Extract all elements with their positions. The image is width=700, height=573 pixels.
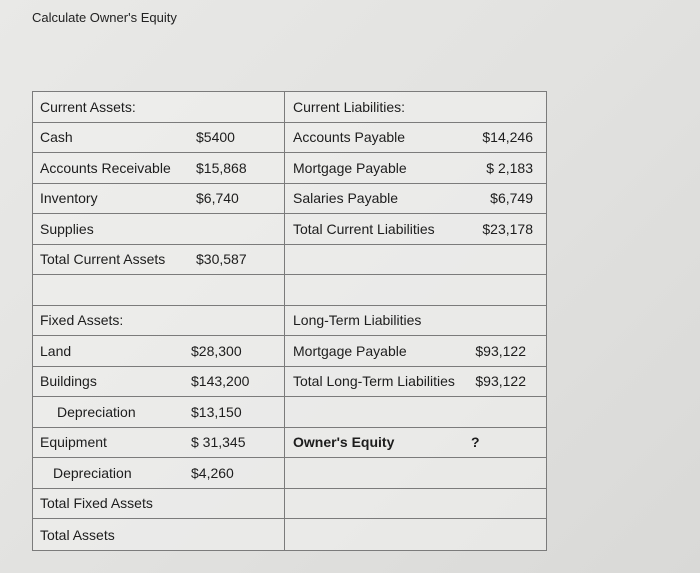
empty-cell [285,397,547,428]
balance-sheet-table [32,91,547,551]
table-row [33,427,547,458]
current-liabilities-header: Current Liabilities: [293,98,406,115]
table-row [33,244,547,275]
table-row [33,305,547,336]
salaries-payable-label: Salaries Payable [293,190,399,207]
cash-label: Cash [40,129,73,146]
current-liabilities-header-cell [285,92,547,123]
owners-equity-cell [285,427,547,458]
current-assets-header-cell [33,92,285,123]
total-current-assets-cell [33,244,285,275]
total-fixed-assets-label: Total Fixed Assets [40,495,153,512]
buildings-depreciation-value: $13,150 [191,403,242,420]
accounts-receivable-value: $15,868 [196,159,247,176]
cash-value: $5400 [196,129,235,146]
owners-equity-label: Owner's Equity [293,434,395,451]
total-current-assets-label: Total Current Assets [40,251,166,268]
equipment-depreciation-label: Depreciation [53,464,132,481]
mortgage-payable-cell [285,153,547,184]
total-current-liabilities-cell [285,214,547,245]
total-current-liabilities-label: Total Current Liabilities [293,220,435,237]
total-fixed-assets-cell [33,488,285,519]
buildings-value: $143,200 [191,373,250,390]
lt-mortgage-payable-cell [285,336,547,367]
accounts-receivable-cell [33,153,285,184]
mortgage-payable-value: $ 2,183 [486,159,533,176]
long-term-header-cell [285,305,547,336]
fixed-assets-header: Fixed Assets: [40,312,124,329]
buildings-label: Buildings [40,373,97,390]
equipment-label: Equipment [40,434,107,451]
total-assets-label: Total Assets [40,527,115,543]
table-row [33,275,547,306]
table-row [33,92,547,123]
total-long-term-value: $93,122 [475,373,526,390]
land-cell [33,336,285,367]
salaries-payable-value: $6,749 [490,190,533,207]
buildings-depreciation-label: Depreciation [57,403,136,420]
table-row [33,153,547,184]
fixed-assets-header-cell [33,305,285,336]
empty-cell [285,244,547,275]
table-row [33,214,547,245]
supplies-label: Supplies [40,220,94,237]
accounts-payable-cell [285,122,547,153]
empty-cell [285,275,547,306]
table-row [33,366,547,397]
equipment-depreciation-value: $4,260 [191,464,234,481]
total-current-liabilities-value: $23,178 [482,220,533,237]
inventory-cell [33,183,285,214]
equipment-value: $ 31,345 [191,434,246,451]
current-assets-header: Current Assets: [40,98,136,115]
empty-cell [285,458,547,489]
mortgage-payable-label: Mortgage Payable [293,159,407,176]
supplies-cell [33,214,285,245]
total-assets-cell [33,519,285,551]
land-label: Land [40,342,72,359]
empty-cell [285,519,547,551]
equipment-depreciation-cell [33,458,285,489]
owners-equity-value: ? [471,434,480,451]
land-value: $28,300 [191,342,242,359]
total-long-term-label: Total Long-Term Liabilities [293,373,455,390]
total-long-term-cell [285,366,547,397]
accounts-receivable-label: Accounts Receivable [40,159,171,176]
table-row [33,519,547,551]
table-row [33,122,547,153]
empty-cell [33,275,285,306]
buildings-depreciation-cell [33,397,285,428]
table-row [33,488,547,519]
page-title: Calculate Owner's Equity [32,10,177,25]
total-current-assets-value: $30,587 [196,251,247,268]
table-row [33,183,547,214]
inventory-value: $6,740 [196,190,239,207]
empty-cell [285,488,547,519]
long-term-liabilities-header: Long-Term Liabilities [293,312,422,329]
accounts-payable-label: Accounts Payable [293,129,406,146]
accounts-payable-value: $14,246 [482,129,533,146]
table-row [33,397,547,428]
table-row [33,458,547,489]
inventory-label: Inventory [40,190,98,207]
equipment-cell [33,427,285,458]
lt-mortgage-payable-value: $93,122 [475,342,526,359]
table-row [33,336,547,367]
buildings-cell [33,366,285,397]
salaries-payable-cell [285,183,547,214]
cash-cell [33,122,285,153]
lt-mortgage-payable-label: Mortgage Payable [293,342,407,359]
